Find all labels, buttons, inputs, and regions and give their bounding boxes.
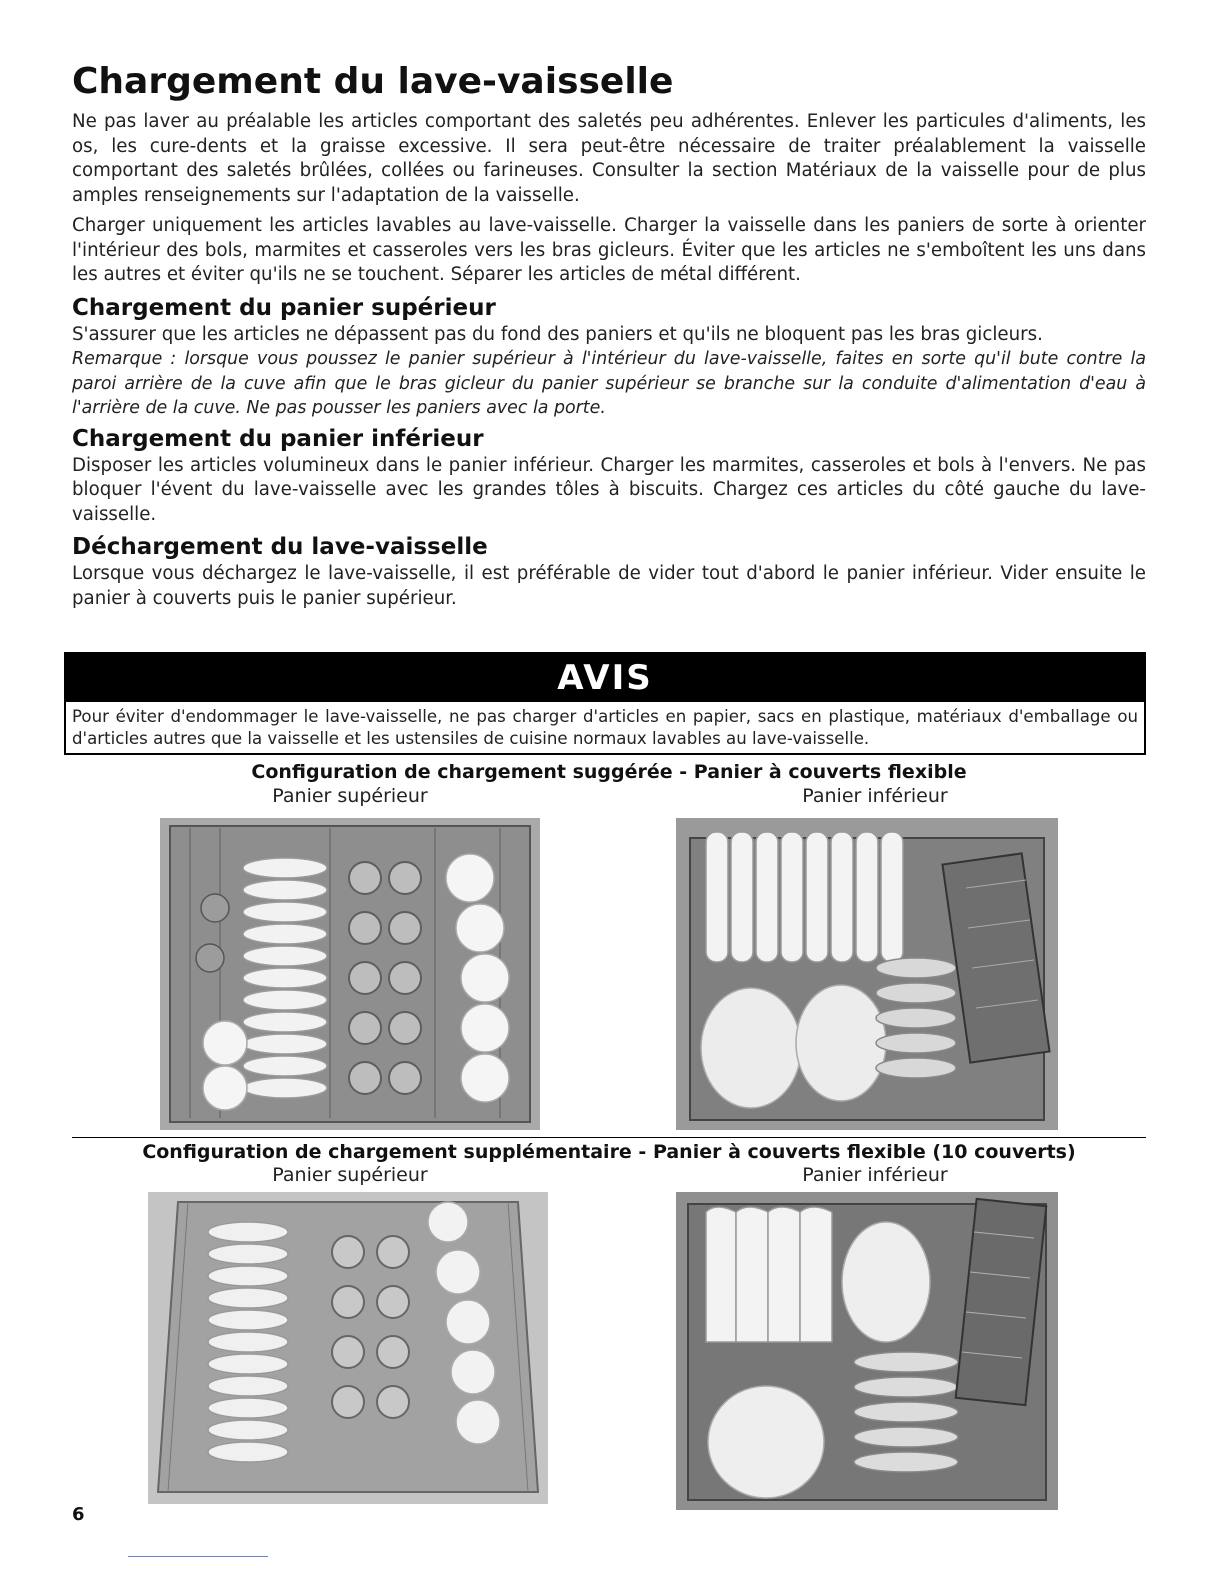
config-extra-lower-label: Panier inférieur (802, 1164, 948, 1186)
page-title: Chargement du lave-vaisselle (72, 61, 674, 102)
upper-rack-heading: Chargement du panier supérieur (72, 294, 496, 321)
lower-rack-heading: Chargement du panier inférieur (72, 425, 484, 452)
notice-text: Pour éviter d'endommager le lave-vaisselle, ne pas charger d'articles en papier, sacs en plastique, matériaux d'emballage ou d'articles autres que la vaisselle et les ustensiles de cuisine normaux lavables au lave-vaisselle. (72, 707, 1138, 748)
notice-box (64, 652, 1146, 755)
config-suggested-lower-label: Panier inférieur (802, 785, 948, 807)
intro-paragraph-1: Ne pas laver au préalable les articles comportant des saletés peu adhérentes. Enlever les particules d'aliments, les os, les cure-dents et la graisse excessive. Il sera peut-être nécessaire de traiter préalablement la vaisselle comportant des saletés brûlées, collées ou farineuses. Consulter la section Matériaux de la vaisselle pour de plus amples renseignements sur l'adaptation de la vaisselle. (72, 111, 1146, 206)
page-body (72, 60, 1146, 617)
lower-rack-photo-suggested (676, 818, 1058, 1130)
upper-rack-text: S'assurer que les articles ne dépassent pas du fond des paniers et qu'ils ne bloquent pas les bras gicleurs. (72, 323, 1043, 345)
config-suggested-title: Configuration de chargement suggérée - Panier à couverts flexible (251, 761, 967, 783)
config-extra-upper-label: Panier supérieur (272, 1164, 428, 1186)
config-suggested-upper-label: Panier supérieur (272, 785, 428, 807)
footer-line (128, 1556, 268, 1557)
unloading-heading: Déchargement du lave-vaisselle (72, 534, 488, 560)
lower-rack-text: Disposer les articles volumineux dans le panier inférieur. Charger les marmites, casseroles et bols à l'envers. Ne pas bloquer l'évent du lave-vaisselle avec les grandes tôles à biscuits. Chargez ces articles du côté gauche du lave-vaisselle. (72, 454, 1146, 525)
section-divider (72, 1137, 1146, 1138)
intro-paragraph-2: Charger uniquement les articles lavables au lave-vaisselle. Charger la vaisselle dans les paniers de sorte à orienter l'intérieur des bols, marmites et casseroles vers les bras gicleurs. Éviter que les articles ne s'emboîtent les uns dans les autres et éviter qu'ils ne se touchent. Séparer les articles de métal différent. (72, 215, 1146, 285)
page-number: 6 (72, 1504, 85, 1525)
lower-rack-photo-extra (676, 1192, 1058, 1510)
upper-rack-note: Remarque : lorsque vous poussez le panier supérieur à l'intérieur du lave-vaisselle, faites en sorte qu'il bute contre la paroi arrière de la cuve afin que le bras gicleur du panier supérieur se branche sur la conduite d'alimentation d'eau à l'arrière de la cuve. Ne pas pousser les paniers avec la porte. (72, 349, 1146, 418)
config-extra-title: Configuration de chargement supplémentaire - Panier à couverts flexible (10 couverts) (142, 1141, 1076, 1163)
upper-rack-photo-suggested (160, 818, 540, 1130)
unloading-text: Lorsque vous déchargez le lave-vaisselle, il est préférable de vider tout d'abord le panier inférieur. Vider ensuite le panier à couverts puis le panier supérieur. (72, 563, 1146, 609)
notice-title: AVIS (66, 654, 1144, 702)
upper-rack-photo-extra (148, 1192, 548, 1504)
